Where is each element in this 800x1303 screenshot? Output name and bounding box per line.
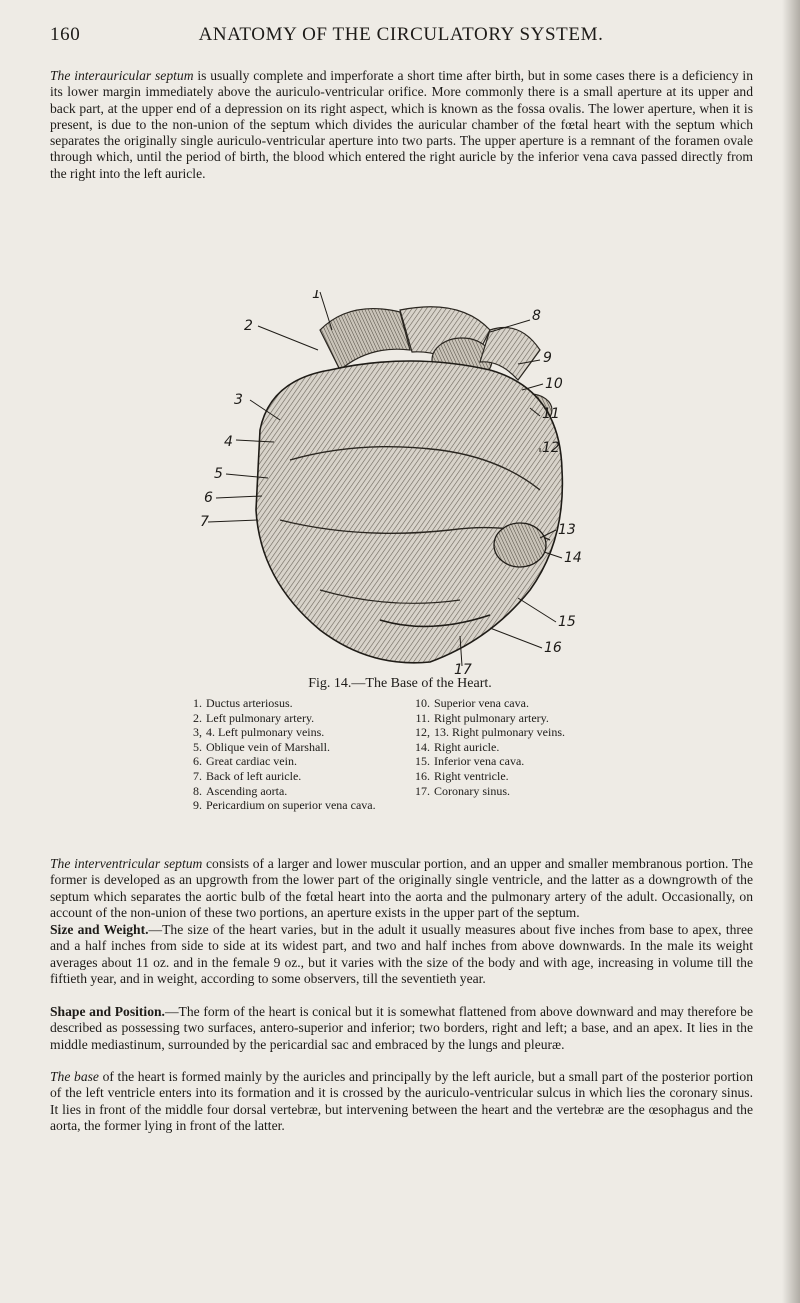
term-base: The base: [50, 1069, 99, 1084]
figure-label-11: 11: [542, 406, 560, 422]
legend-item: 11. Right pulmonary artery.: [415, 710, 549, 725]
legend-item: 7. Back of left auricle.: [193, 768, 302, 783]
paragraph-text: of the heart is formed mainly by the auricles and principally by the left auricle, but a small part of the posterior portion of the left ventricle enters into its formation and it is crossed by the auriculo-ventricular sulcus in which lies the coronary sinus. It lies in front of the middle four dorsal vertebræ, but intervening between the heart and the vertebræ are the œsophagus and the aorta, the former lying in front of the latter.: [50, 1069, 753, 1133]
paragraph-text: is usually complete and imperforate a short time after birth, but in some cases there is a deficiency in its lower margin immediately above the auriculo-ventricular orifice. More commonly there is a small aperture at its upper and back part, at the upper end of a depression on its right aspect, which is known as the fossa ovalis. The lower aperture, when it is present, is due to the non-union of the septum which divides the auricular chamber of the fœtal heart with the septum which separates the originally single auriculo-ventricular aperture into two parts. The upper aperture is a remnant of the foramen ovale through which, until the period of birth, the blood which entered the right auricle by the inferior vena cava passed directly from the right into the left auricle.: [50, 68, 753, 181]
figure-label-13: 13: [558, 522, 576, 538]
paragraph-text: —The size of the heart varies, but in the adult it usually measures about five inches from base to apex, three and a half inches from side to side at its widest part, and two and half inches from above downwards. In the male its weight averages about 11 oz. and in the female 9 oz., but it varies with the size of the body and with age, increasing in volume till the fiftieth year, and in weight, according to some observers, till the seventieth year.: [50, 922, 754, 986]
figure-label-17: 17: [454, 662, 472, 676]
legend-item: 15. Inferior vena cava.: [415, 754, 525, 769]
paragraph-interauricular-septum: [50, 68, 753, 182]
figure-label-1: 1: [312, 290, 321, 302]
legend-item: 17. Coronary sinus.: [415, 783, 510, 798]
heading-size-and-weight: Size and Weight.: [50, 922, 149, 937]
legend-item: 10. Superior vena cava.: [415, 696, 529, 710]
heart-base-figure: [200, 290, 620, 676]
legend-item: 2. Left pulmonary artery.: [193, 710, 315, 725]
heart-base-illustration: [200, 290, 620, 676]
legend-item: 6. Great cardiac vein.: [193, 754, 297, 769]
paragraph-text: consists of a larger and lower muscular portion, and an upper and smaller membranous portion. The former is developed as an upgrowth from the lower part of the originally single ventricle, and the latter as a downgrowth of the septum which separates the aortic bulb of the fœtal heart into the aorta and the pulmonary artery of the adult. Occasionally, on account of the non-union of these two portions, an aperture exists in the upper part of the septum.: [50, 856, 753, 920]
figure-label-12: 12: [542, 440, 560, 456]
figure-label-3: 3: [234, 392, 243, 408]
running-head: ANATOMY OF THE CIRCULATORY SYSTEM.: [198, 24, 604, 45]
term-interauricular-septum: The interauricular septum: [50, 68, 194, 83]
legend-item: 1. Ductus arteriosus.: [193, 696, 293, 710]
figure-caption: Fig. 14.—The Base of the Heart.: [308, 676, 492, 691]
figure-label-9: 9: [543, 350, 552, 366]
legend-item: 9. Pericardium on superior vena cava.: [193, 798, 376, 813]
figure-label-14: 14: [564, 550, 582, 566]
paragraph-text: —The form of the heart is conical but it is somewhat flattened from above downward and may therefore be described as possessing two surfaces, antero-superior and inferior; two borders, right and left; a base, and an apex. It lies in the middle mediastinum, surrounded by the pericardial sac and embraced by the lungs and pleuræ.: [50, 1004, 754, 1052]
paragraph-shape-and-position: [50, 1004, 753, 1053]
term-interventricular-septum: The interventricular septum: [50, 856, 203, 871]
page-edge-shadow: [782, 0, 800, 1303]
figure-label-8: 8: [532, 308, 541, 324]
figure-label-10: 10: [545, 376, 563, 392]
legend-item: 3, 4. Left pulmonary veins.: [193, 725, 325, 740]
legend-item: 16. Right ventricle.: [415, 768, 509, 783]
figure-legend-right: [410, 696, 640, 798]
figure-label-6: 6: [204, 490, 213, 506]
figure-label-5: 5: [214, 466, 223, 482]
page-number: 160: [50, 24, 81, 45]
figure-label-15: 15: [558, 614, 576, 630]
figure-legend-left: [180, 696, 420, 813]
legend-item: 5. Oblique vein of Marshall.: [193, 739, 330, 754]
legend-item: 14. Right auricle.: [415, 739, 500, 754]
figure-label-7: 7: [200, 514, 209, 530]
figure-label-16: 16: [544, 640, 562, 656]
legend-item: 8. Ascending aorta.: [193, 783, 288, 798]
figure-label-2: 2: [244, 318, 253, 334]
paragraph-size-and-weight: [50, 922, 753, 987]
figure-label-4: 4: [224, 434, 233, 450]
paragraph-base-of-heart: [50, 1069, 753, 1134]
paragraph-interventricular-septum: [50, 856, 753, 921]
heading-shape-and-position: Shape and Position.: [50, 1004, 165, 1019]
legend-item: 12, 13. Right pulmonary veins.: [415, 725, 565, 740]
